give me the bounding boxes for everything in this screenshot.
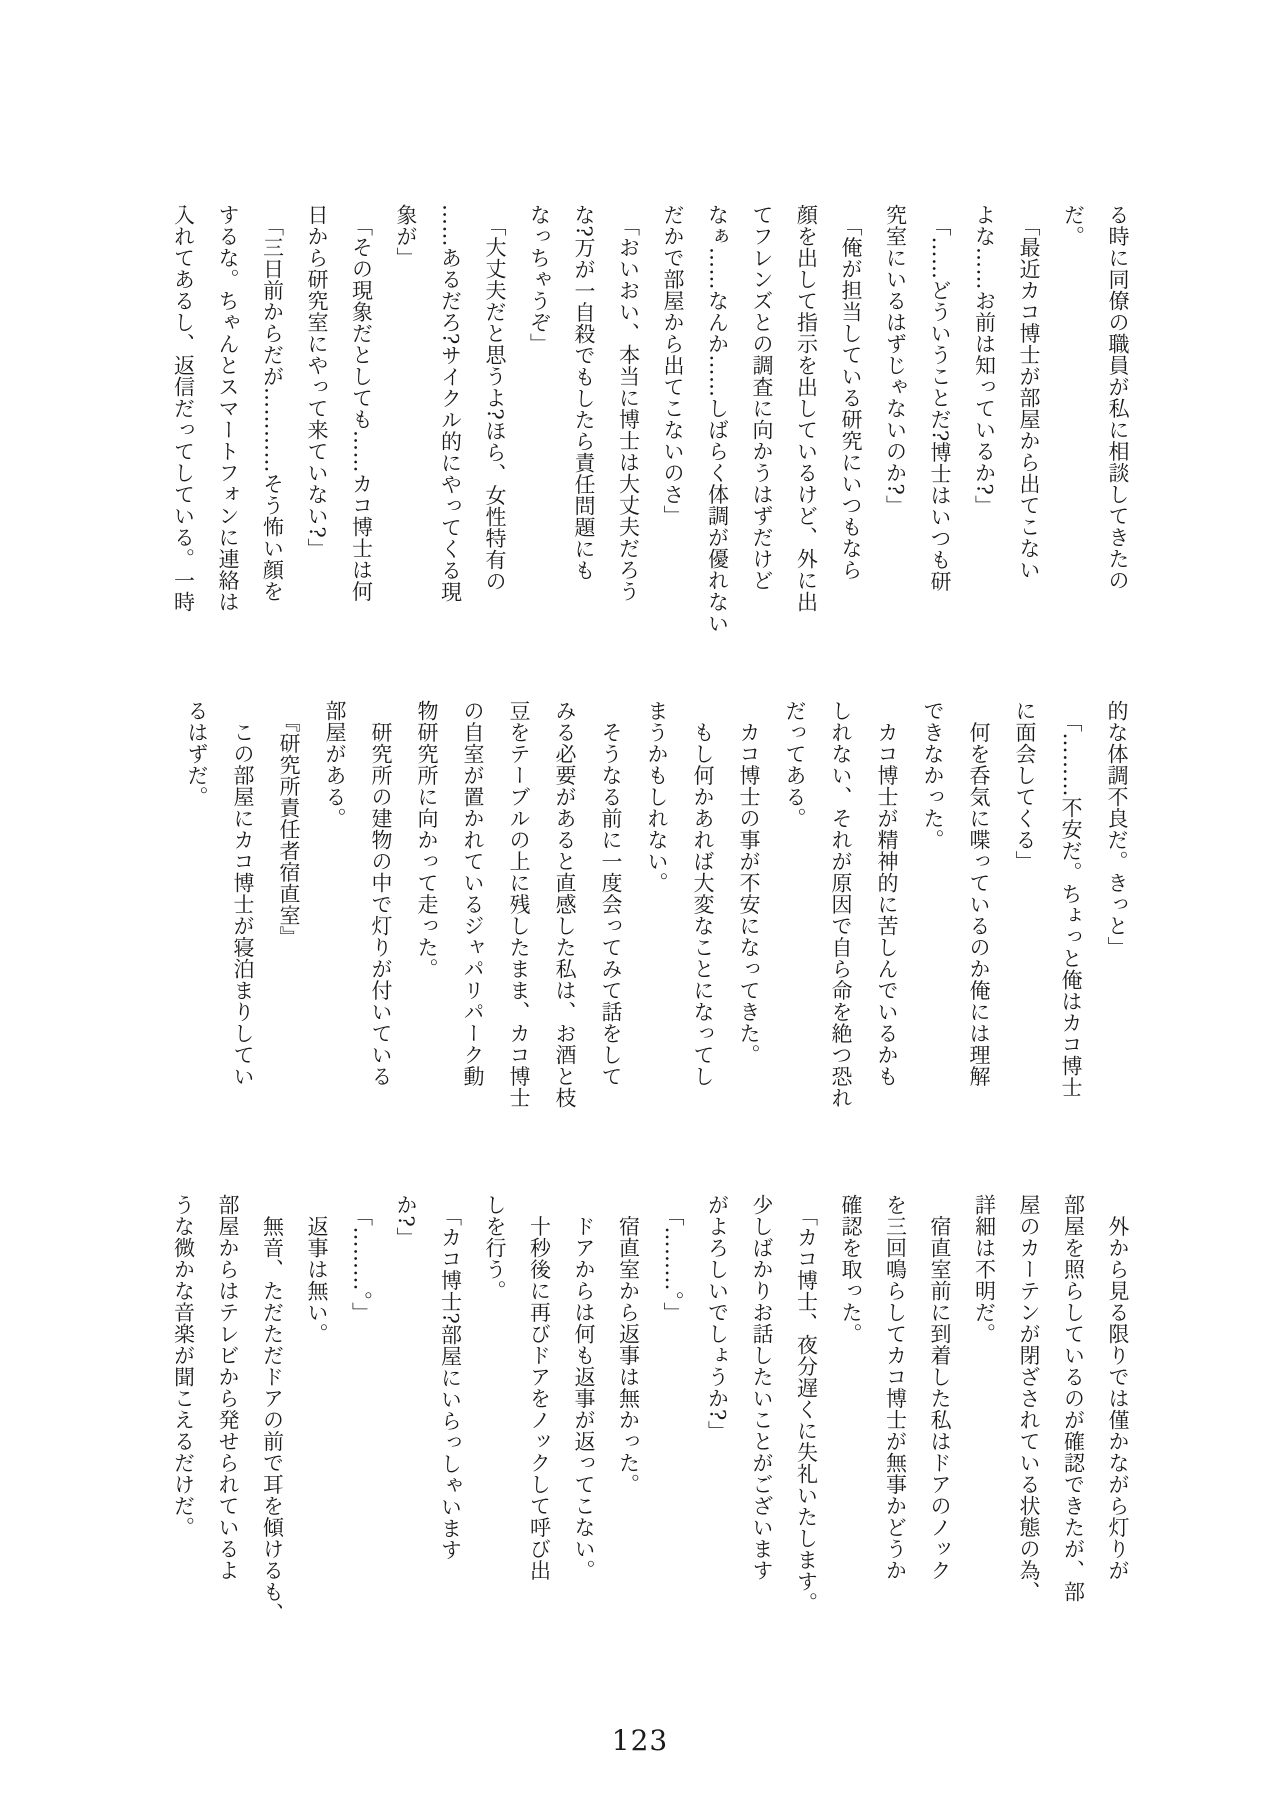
text-column: だかで部屋から出てこないのさ」	[661, 204, 685, 527]
text-column: 十秒後に再びドアをノックして呼び出	[527, 1194, 552, 1581]
text-column: 「カコ博士?部屋にいらっしゃいます	[438, 1194, 463, 1561]
text-column: ……あるだろ?サイクル的にやってくる現	[438, 204, 463, 603]
text-column: 部屋がある。	[323, 700, 347, 829]
text-column: 確認を取った。	[839, 1194, 863, 1345]
text-column: るはずだ。	[185, 700, 209, 808]
text-column: 入れてあるし、返信だってしている。一時	[171, 204, 196, 613]
text-column: 象が」	[394, 204, 418, 269]
text-column: 物研究所に向かって走った。	[415, 700, 439, 980]
text-column: 「俺が担当している研究にいつもなら	[839, 204, 863, 581]
text-column: 日から研究室にやって来ていない?」	[305, 204, 329, 560]
text-column: 「カコ博士、夜分遅くに失礼いたします。	[794, 1194, 819, 1614]
text-column: 「最近カコ博士が部屋から出てこない	[1017, 204, 1041, 581]
text-column: 「……どういうことだ?博士はいつも研	[928, 204, 952, 593]
text-column: 「おいおい、本当に博士は大丈夫だろう	[616, 204, 641, 602]
text-column: みる必要があると直感した私は、お酒と枝	[553, 700, 577, 1109]
text-column: だ。	[1061, 204, 1086, 247]
text-column: 究室にいるはずじゃないのか?」	[883, 204, 908, 517]
text-column: てフレンズとの調査に向かうはずだけど	[750, 204, 774, 591]
text-column: 『研究所責任者宿直室』	[277, 700, 301, 948]
text-column: 何を呑気に喋っているのか俺には理解	[967, 700, 991, 1087]
text-column: だってある。	[783, 700, 807, 829]
text-column: うな微かな音楽が聞こえるだけだ。	[171, 1194, 196, 1538]
text-column: 「三日前からだが…………そう怖い顔を	[260, 204, 285, 602]
text-column: 「………不安だ。ちょっと俺はカコ博士	[1059, 700, 1083, 1098]
text-column: できなかった。	[921, 700, 945, 851]
text-column: 宿直室前に到着した私はドアのノック	[928, 1194, 952, 1581]
text-column: この部屋にカコ博士が寝泊まりしてい	[231, 700, 255, 1087]
text-column: しれない、それが原因で自ら命を絶つ恐れ	[829, 700, 853, 1109]
text-column: ドアからは何も返事が返ってこない。	[572, 1194, 596, 1581]
text-column: よな……お前は知っているか?」	[972, 204, 997, 517]
text-column: なっちゃうぞ」	[527, 204, 552, 355]
text-column: 的な体調不良だ。きっと」	[1105, 700, 1129, 958]
text-column: 宿直室から返事は無かった。	[616, 1194, 641, 1495]
text-column: に面会してくる」	[1013, 700, 1037, 872]
text-column: まうかもしれない。	[645, 700, 669, 894]
text-band-bottom	[161, 1194, 1140, 1668]
text-column: 「………。」	[349, 1194, 374, 1324]
text-column: 少しばかりお話したいことがございます	[750, 1194, 774, 1581]
text-band-top	[161, 204, 1140, 670]
text-column: 詳細は不明だ。	[972, 1194, 997, 1345]
text-column: る時に同僚の職員が私に相談してきたの	[1106, 204, 1130, 591]
text-column: 豆をテーブルの上に残したまま、カコ博士	[507, 700, 531, 1109]
text-column: 「その現象だとしても……カコ博士は何	[349, 204, 374, 602]
text-column: するな。ちゃんとスマートフォンに連絡は	[216, 204, 240, 613]
text-column: 部屋からはテレビから発せられているよ	[216, 1194, 240, 1581]
text-column: カコ博士が精神的に苦しんでいるかも	[875, 700, 899, 1087]
text-column: な?万が一自殺でもしたら責任問題にも	[572, 204, 596, 582]
text-column: もし何かあれば大変なことになってし	[691, 700, 715, 1087]
text-column: そうなる前に一度会ってみて話をして	[599, 700, 623, 1087]
text-column: 「大丈夫だと思うよ?ほら、女性特有の	[483, 204, 507, 593]
text-column: 無音、ただただドアの前で耳を傾けるも、	[260, 1194, 285, 1624]
text-column: 研究所の建物の中で灯りが付いている	[369, 700, 393, 1087]
text-column: 部屋を照らしているのが確認できたが、部	[1061, 1194, 1086, 1603]
text-column: か?」	[394, 1194, 418, 1249]
text-column: カコ博士の事が不安になってきた。	[737, 700, 761, 1066]
text-column: 屋のカーテンが閉ざされている状態の為、	[1017, 1194, 1041, 1603]
text-column: 返事は無い。	[305, 1194, 329, 1345]
text-column: の自室が置かれているジャパリパーク動	[461, 700, 485, 1087]
text-column: 「………。」	[661, 1194, 685, 1324]
text-column: を三回鳴らしてカコ博士が無事かどうか	[883, 1194, 908, 1581]
text-column: しを行う。	[483, 1194, 507, 1302]
text-column: がよろしいでしょうか?」	[705, 1194, 730, 1443]
text-column: 顔を出して指示を出しているけど、外に出	[794, 204, 819, 613]
text-column: 外から見る限りでは僅かながら灯りが	[1106, 1194, 1130, 1581]
text-band-middle	[174, 700, 1140, 1166]
text-column: なぁ……なんか……しばらく体調が優れない	[705, 204, 730, 634]
page-number: 123	[611, 1724, 669, 1757]
